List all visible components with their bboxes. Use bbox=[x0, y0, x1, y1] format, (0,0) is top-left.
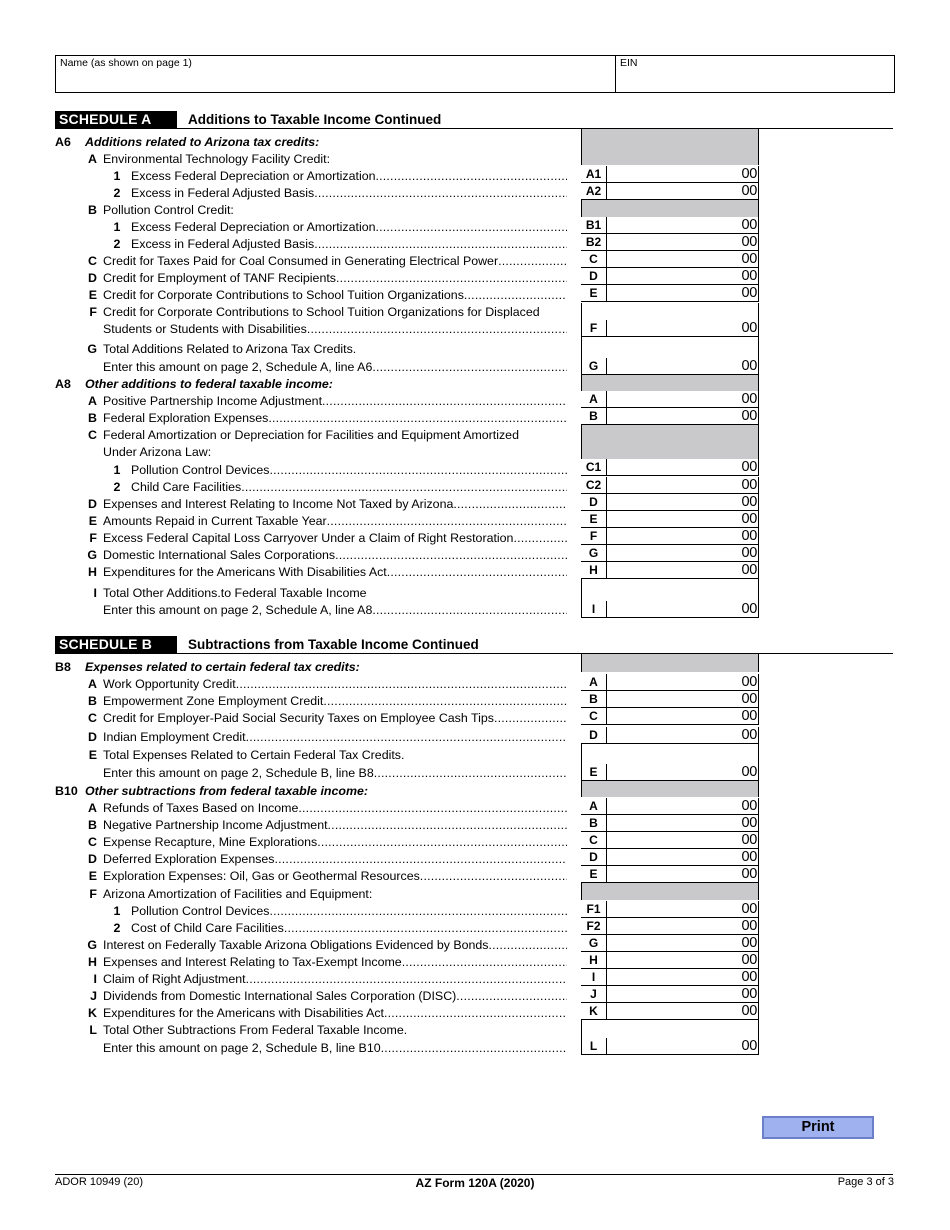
line-text: Positive Partnership Income Adjustment bbox=[103, 394, 323, 408]
line-text: Deferred Exploration Expenses bbox=[103, 852, 275, 866]
line-number: 1 bbox=[113, 904, 121, 918]
line-letter: D bbox=[88, 852, 97, 866]
cents: 00 bbox=[741, 727, 757, 743]
form-title: AZ Form 120A (2020) bbox=[415, 1176, 535, 1190]
cents: 00 bbox=[741, 358, 757, 374]
line-label: A2 bbox=[581, 183, 607, 200]
line-letter: I bbox=[93, 972, 97, 986]
amount-input[interactable] bbox=[607, 708, 759, 725]
amount-input[interactable] bbox=[607, 832, 759, 849]
amount-input[interactable] bbox=[607, 562, 759, 579]
amount-input[interactable] bbox=[607, 935, 759, 952]
line-code: B10 bbox=[55, 784, 78, 798]
cents: 00 bbox=[741, 952, 757, 968]
line-label: C bbox=[581, 832, 607, 849]
line-letter: B bbox=[88, 203, 97, 217]
line-label: F2 bbox=[581, 918, 607, 935]
line-text: Total Other Subtractions From Federal Taxable Income. bbox=[103, 1023, 408, 1037]
amount-input[interactable] bbox=[607, 285, 759, 302]
line-letter: A bbox=[88, 801, 97, 815]
line-text: Enter this amount on page 2, Schedule A, line A8 bbox=[103, 603, 373, 617]
cents: 00 bbox=[741, 815, 757, 831]
line-letter: E bbox=[88, 869, 97, 883]
line-letter: L bbox=[89, 1023, 97, 1037]
line-text: Expenses and Interest Relating to Tax-Exempt Income bbox=[103, 955, 402, 969]
cents: 00 bbox=[741, 285, 757, 301]
amount-input[interactable] bbox=[607, 986, 759, 1003]
line-text: Child Care Facilities bbox=[131, 480, 242, 494]
gray-spacer bbox=[581, 425, 759, 459]
line-label: J bbox=[581, 986, 607, 1003]
cents: 00 bbox=[741, 832, 757, 848]
cents: 00 bbox=[741, 798, 757, 814]
cents: 00 bbox=[741, 391, 757, 407]
section-heading: Other subtractions from federal taxable income: bbox=[85, 784, 368, 798]
line-label: A bbox=[581, 798, 607, 815]
cents: 00 bbox=[741, 511, 757, 527]
line-label: A bbox=[581, 674, 607, 691]
line-label: G bbox=[581, 935, 607, 952]
amount-input[interactable] bbox=[607, 494, 759, 511]
line-text: Excess in Federal Adjusted Basis bbox=[131, 237, 315, 251]
amount-input[interactable] bbox=[607, 183, 759, 200]
line-label: K bbox=[581, 1003, 607, 1020]
amount-input[interactable] bbox=[607, 408, 759, 425]
ein-field[interactable] bbox=[615, 55, 895, 93]
cents: 00 bbox=[741, 408, 757, 424]
amount-input[interactable] bbox=[607, 391, 759, 408]
line-text: Expenditures for the Americans With Disabilities Act bbox=[103, 565, 387, 579]
amount-input[interactable] bbox=[607, 849, 759, 866]
amount-input[interactable] bbox=[607, 866, 759, 883]
line-text: Expense Recapture, Mine Explorations bbox=[103, 835, 318, 849]
line-label: D bbox=[581, 494, 607, 511]
amount-input[interactable] bbox=[607, 1003, 759, 1020]
line-text: Pollution Control Devices bbox=[131, 463, 270, 477]
line-label: B bbox=[581, 408, 607, 425]
cents: 00 bbox=[741, 459, 757, 475]
cents: 00 bbox=[741, 708, 757, 724]
cents: 00 bbox=[741, 935, 757, 951]
amount-input[interactable] bbox=[607, 545, 759, 562]
cents: 00 bbox=[741, 901, 757, 917]
line-text: Claim of Right Adjustment bbox=[103, 972, 246, 986]
schedule-a-title: Additions to Taxable Income Continued bbox=[188, 112, 442, 127]
amount-input[interactable] bbox=[607, 528, 759, 545]
line-text: Credit for Corporate Contributions to School Tuition Organizations bbox=[103, 288, 464, 302]
amount-input[interactable] bbox=[607, 691, 759, 708]
amount-input[interactable] bbox=[607, 798, 759, 815]
amount-input[interactable] bbox=[607, 234, 759, 251]
line-text: Total Other Additions.to Federal Taxable Income bbox=[103, 586, 367, 600]
line-text: Credit for Corporate Contributions to School Tuition Organizations for Displaced bbox=[103, 305, 540, 319]
line-letter: F bbox=[89, 887, 97, 901]
line-letter: A bbox=[88, 677, 97, 691]
line-text: Enter this amount on page 2, Schedule A, line A6 bbox=[103, 360, 373, 374]
line-letter: H bbox=[88, 565, 97, 579]
line-number: 1 bbox=[113, 220, 121, 234]
line-text: Environmental Technology Facility Credit: bbox=[103, 152, 331, 166]
amount-input[interactable] bbox=[607, 901, 759, 918]
cents: 00 bbox=[741, 268, 757, 284]
line-letter: D bbox=[88, 271, 97, 285]
cents: 00 bbox=[741, 545, 757, 561]
ein-label: EIN bbox=[620, 57, 638, 69]
line-letter: B bbox=[88, 694, 97, 708]
line-letter: F bbox=[89, 531, 97, 545]
line-letter: F bbox=[89, 305, 97, 319]
amount-input[interactable] bbox=[607, 217, 759, 234]
line-label: F bbox=[581, 528, 607, 545]
schedule-b-tag: SCHEDULE B bbox=[55, 636, 177, 653]
line-text: Enter this amount on page 2, Schedule B, line B8 bbox=[103, 766, 374, 780]
cents: 00 bbox=[741, 217, 757, 233]
line-label: D bbox=[581, 268, 607, 285]
line-text: Empowerment Zone Employment Credit bbox=[103, 694, 324, 708]
schedule-b-rule bbox=[55, 653, 893, 654]
line-text: Excess in Federal Adjusted Basis bbox=[131, 186, 315, 200]
line-label: I bbox=[581, 969, 607, 986]
cents: 00 bbox=[741, 764, 757, 780]
line-label: H bbox=[581, 952, 607, 969]
line-text: Negative Partnership Income Adjustment bbox=[103, 818, 328, 832]
amount-input[interactable] bbox=[607, 511, 759, 528]
line-code: A6 bbox=[55, 135, 71, 149]
line-text: Credit for Employment of TANF Recipients bbox=[103, 271, 336, 285]
line-letter: D bbox=[88, 497, 97, 511]
line-letter: G bbox=[87, 548, 97, 562]
line-label: B bbox=[581, 815, 607, 832]
line-label: H bbox=[581, 562, 607, 579]
gray-spacer bbox=[581, 129, 759, 165]
footer-rule bbox=[55, 1174, 893, 1175]
line-label: B1 bbox=[581, 217, 607, 234]
amount-input[interactable] bbox=[607, 459, 759, 476]
section-heading: Other additions to federal taxable income: bbox=[85, 377, 333, 391]
line-text: Dividends from Domestic International Sales Corporation (DISC) bbox=[103, 989, 457, 1003]
line-label: I bbox=[581, 601, 607, 618]
line-label: A1 bbox=[581, 166, 607, 183]
line-label: C bbox=[581, 251, 607, 268]
line-letter: J bbox=[90, 989, 97, 1003]
line-number: 1 bbox=[113, 463, 121, 477]
amount-input[interactable] bbox=[607, 320, 759, 337]
amount-input[interactable] bbox=[607, 918, 759, 935]
page-number: Page 3 of 3 bbox=[837, 1176, 894, 1188]
line-label: L bbox=[581, 1038, 607, 1055]
cents: 00 bbox=[741, 969, 757, 985]
line-letter: E bbox=[88, 288, 97, 302]
line-number: 2 bbox=[113, 921, 121, 935]
line-label: D bbox=[581, 727, 607, 744]
line-label: F bbox=[581, 320, 607, 337]
name-label: Name (as shown on page 1) bbox=[60, 57, 192, 69]
cents: 00 bbox=[741, 918, 757, 934]
line-letter: D bbox=[88, 730, 97, 744]
line-text: Work Opportunity Credit bbox=[103, 677, 236, 691]
cents: 00 bbox=[741, 234, 757, 250]
line-text: Enter this amount on page 2, Schedule B, line B10 bbox=[103, 1041, 381, 1055]
gray-spacer bbox=[581, 781, 759, 797]
section-heading: Expenses related to certain federal tax credits: bbox=[85, 660, 360, 674]
cents: 00 bbox=[741, 1003, 757, 1019]
amount-input[interactable] bbox=[607, 815, 759, 832]
line-text: Expenditures for the Americans with Disabilities Act bbox=[103, 1006, 384, 1020]
cents: 00 bbox=[741, 866, 757, 882]
line-text: Cost of Child Care Facilities bbox=[131, 921, 284, 935]
gray-spacer bbox=[581, 883, 759, 900]
line-text: Amounts Repaid in Current Taxable Year bbox=[103, 514, 327, 528]
print-button[interactable]: Print bbox=[762, 1116, 874, 1139]
line-code: B8 bbox=[55, 660, 71, 674]
line-text: Domestic International Sales Corporations bbox=[103, 548, 336, 562]
amount-input[interactable] bbox=[607, 952, 759, 969]
line-text: Credit for Taxes Paid for Coal Consumed in Generating Electrical Power bbox=[103, 254, 499, 268]
amount-input[interactable] bbox=[607, 166, 759, 183]
form-code: ADOR 10949 (20) bbox=[55, 1176, 144, 1188]
line-label: E bbox=[581, 285, 607, 302]
gray-spacer bbox=[581, 374, 759, 391]
line-label: G bbox=[581, 358, 607, 375]
line-label: E bbox=[581, 764, 607, 781]
cents: 00 bbox=[741, 320, 757, 336]
line-letter: B bbox=[88, 818, 97, 832]
cents: 00 bbox=[741, 986, 757, 1002]
line-letter: B bbox=[88, 411, 97, 425]
cents: 00 bbox=[741, 691, 757, 707]
line-text: Under Arizona Law: bbox=[103, 445, 212, 459]
line-letter: C bbox=[88, 835, 97, 849]
section-heading: Additions related to Arizona tax credits: bbox=[85, 135, 320, 149]
amount-input[interactable] bbox=[607, 1038, 759, 1055]
cents: 00 bbox=[741, 674, 757, 690]
line-letter: I bbox=[93, 586, 97, 600]
line-label: B2 bbox=[581, 234, 607, 251]
line-text: Pollution Control Credit: bbox=[103, 203, 234, 217]
line-letter: E bbox=[88, 748, 97, 762]
line-label: C2 bbox=[581, 477, 607, 494]
line-text: Refunds of Taxes Based on Income bbox=[103, 801, 299, 815]
cents: 00 bbox=[741, 601, 757, 617]
line-text: Arizona Amortization of Facilities and Equipment: bbox=[103, 887, 373, 901]
line-label: F1 bbox=[581, 901, 607, 918]
line-text: Excess Federal Capital Loss Carryover Under a Claim of Right Restoration bbox=[103, 531, 514, 545]
line-text: Total Additions Related to Arizona Tax Credits. bbox=[103, 342, 357, 356]
amount-input[interactable] bbox=[607, 969, 759, 986]
schedule-b-title: Subtractions from Taxable Income Continued bbox=[188, 637, 479, 652]
cents: 00 bbox=[741, 183, 757, 199]
cents: 00 bbox=[741, 166, 757, 182]
amount-input[interactable] bbox=[607, 358, 759, 375]
line-label: D bbox=[581, 849, 607, 866]
schedule-a-tag: SCHEDULE A bbox=[55, 111, 177, 128]
amount-input[interactable] bbox=[607, 764, 759, 781]
line-label: G bbox=[581, 545, 607, 562]
line-letter: C bbox=[88, 428, 97, 442]
schedule-a-rule bbox=[55, 128, 893, 129]
cents: 00 bbox=[741, 562, 757, 578]
line-letter: H bbox=[88, 955, 97, 969]
cents: 00 bbox=[741, 528, 757, 544]
cents: 00 bbox=[741, 1038, 757, 1054]
line-label: E bbox=[581, 511, 607, 528]
cents: 00 bbox=[741, 849, 757, 865]
line-label: B bbox=[581, 691, 607, 708]
amount-input[interactable] bbox=[607, 268, 759, 285]
line-text: Total Expenses Related to Certain Federal Tax Credits. bbox=[103, 748, 405, 762]
line-letter: A bbox=[88, 394, 97, 408]
cents: 00 bbox=[741, 251, 757, 267]
gray-spacer bbox=[581, 654, 759, 672]
line-letter: G bbox=[87, 342, 97, 356]
gray-spacer bbox=[581, 199, 759, 217]
amount-input[interactable] bbox=[607, 727, 759, 744]
line-text: Pollution Control Devices bbox=[131, 904, 270, 918]
amount-input[interactable] bbox=[607, 477, 759, 494]
line-text: Interest on Federally Taxable Arizona Obligations Evidenced by Bonds bbox=[103, 938, 489, 952]
line-number: 2 bbox=[113, 480, 121, 494]
line-text: Expenses and Interest Relating to Income Not Taxed by Arizona bbox=[103, 497, 454, 511]
amount-input[interactable] bbox=[607, 674, 759, 691]
line-letter: C bbox=[88, 254, 97, 268]
line-text: Federal Amortization or Depreciation for Facilities and Equipment Amortized bbox=[103, 428, 519, 442]
amount-input[interactable] bbox=[607, 601, 759, 618]
cents: 00 bbox=[741, 477, 757, 493]
line-text: Federal Exploration Expenses bbox=[103, 411, 269, 425]
line-label: C1 bbox=[581, 459, 607, 476]
name-field[interactable] bbox=[55, 55, 616, 93]
line-letter: K bbox=[88, 1006, 97, 1020]
line-text: Excess Federal Depreciation or Amortization bbox=[131, 169, 376, 183]
line-text: Excess Federal Depreciation or Amortization bbox=[131, 220, 376, 234]
line-letter: G bbox=[87, 938, 97, 952]
line-text: Exploration Expenses: Oil, Gas or Geothermal Resources bbox=[103, 869, 420, 883]
line-label: E bbox=[581, 866, 607, 883]
line-code: A8 bbox=[55, 377, 71, 391]
line-text: Credit for Employer-Paid Social Security Taxes on Employee Cash Tips bbox=[103, 711, 494, 725]
line-letter: A bbox=[88, 152, 97, 166]
line-number: 2 bbox=[113, 237, 121, 251]
line-letter: C bbox=[88, 711, 97, 725]
line-label: C bbox=[581, 708, 607, 725]
cents: 00 bbox=[741, 494, 757, 510]
line-number: 1 bbox=[113, 169, 121, 183]
amount-input[interactable] bbox=[607, 251, 759, 268]
line-text: Students or Students with Disabilities bbox=[103, 322, 307, 336]
line-letter: E bbox=[88, 514, 97, 528]
line-number: 2 bbox=[113, 186, 121, 200]
line-text: Indian Employment Credit bbox=[103, 730, 246, 744]
line-label: A bbox=[581, 391, 607, 408]
